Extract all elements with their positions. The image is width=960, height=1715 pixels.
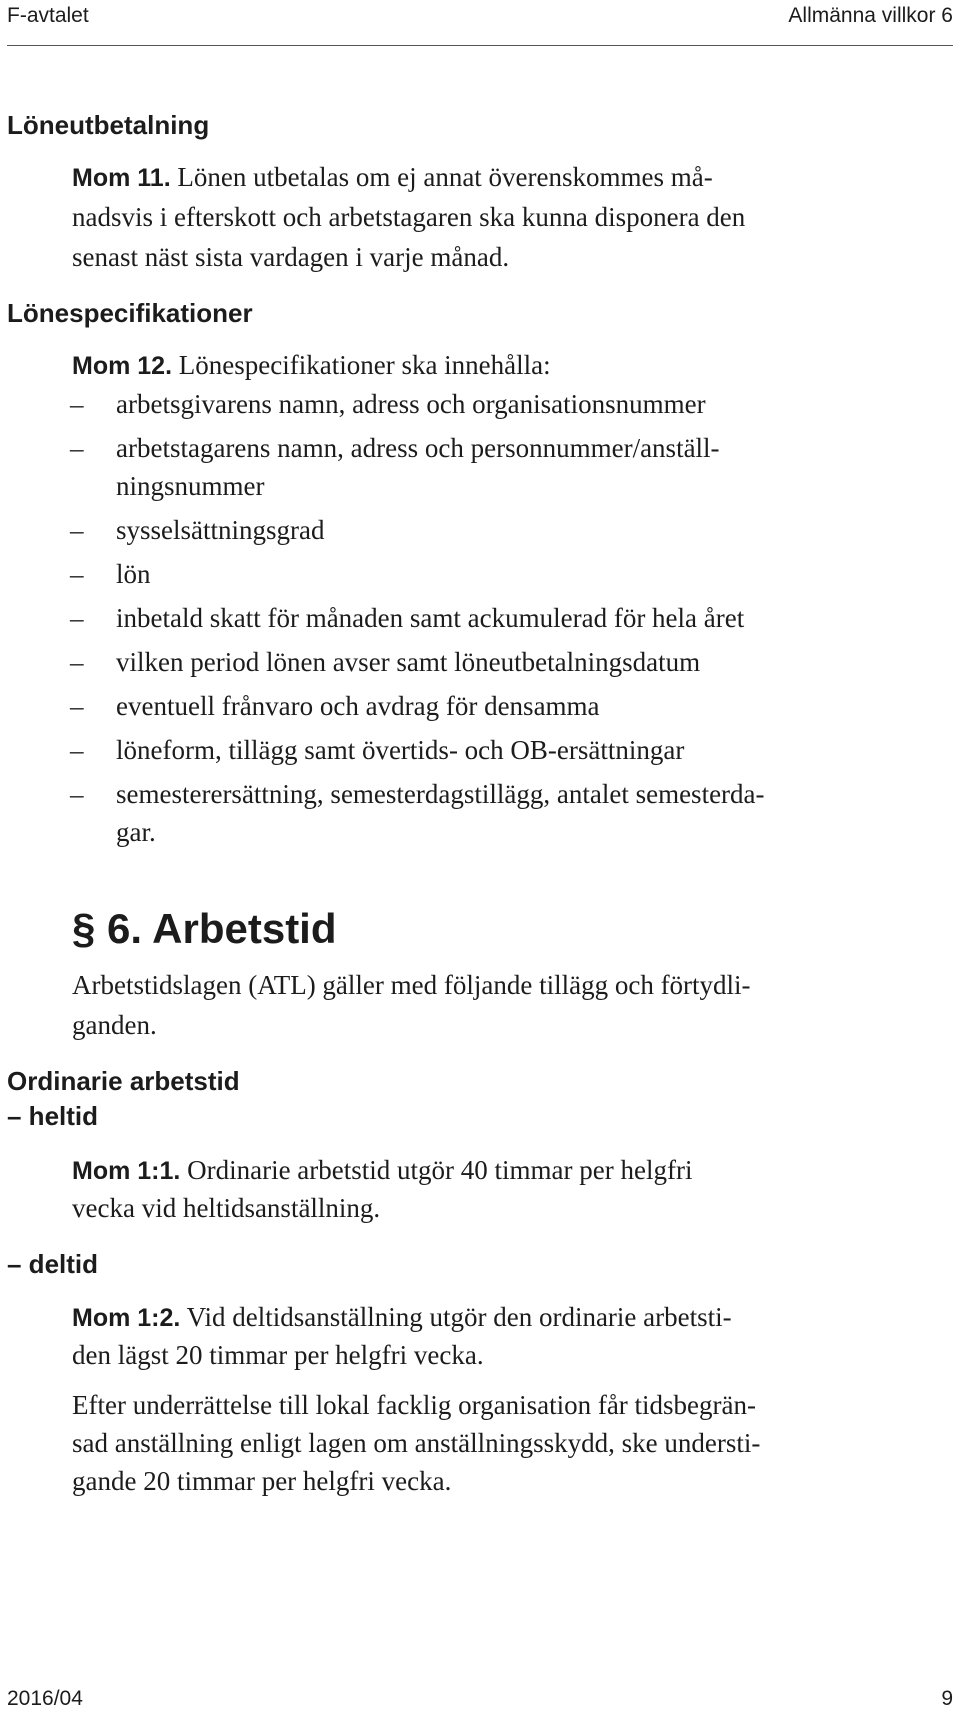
page-number: 9	[941, 1687, 953, 1710]
mom-12-label: Mom 12.	[72, 352, 173, 380]
mom-1-2-line-1: Mom 1:2. Vid deltidsanställning utgör den ordinarie arbetsti-	[72, 1302, 732, 1332]
deltid-para-line-2: sad anställning enligt lagen om anställningsskydd, ske understi-	[72, 1428, 761, 1458]
heading-heltid: – heltid	[7, 1101, 99, 1131]
list-dash: –	[70, 691, 84, 721]
list-dash: –	[70, 647, 84, 677]
heading-deltid: – deltid	[7, 1249, 99, 1279]
deltid-para-line-1: Efter underrättelse till lokal facklig organisation får tidsbegrän-	[72, 1390, 757, 1420]
mom-1-2-label: Mom 1:2.	[72, 1304, 181, 1332]
heading-lonespecifikationer: Lönespecifikationer	[7, 298, 253, 328]
footer-date: 2016/04	[7, 1687, 83, 1710]
list-dash: –	[70, 389, 84, 419]
lonespec-list: – arbetsgivarens namn, adress och organisationsnummer – arbetstagarens namn, adress och personnummer/anställ- ningsnummer – sysselsättningsgrad – lön – inbetald skatt för månaden samt ackumulerad för hela året – vilken period lönen avser samt löneutbetalningsdatum – eventuell frånvaro och avdrag för densamma – löneform, tillägg samt övertids- och OB-ersättningar – semesterersättning, semesterdagstillägg, antalet semesterda- gar.	[70, 389, 765, 847]
list-dash: –	[70, 515, 84, 545]
mom-1-1-label: Mom 1:1.	[72, 1157, 181, 1185]
heading-loneutbetalning: Löneutbetalning	[7, 110, 210, 140]
mom-1-1-line-2: vecka vid heltidsanställning.	[72, 1193, 381, 1223]
list-dash: –	[70, 433, 84, 463]
mom-1-1-line-1: Mom 1:1. Ordinarie arbetstid utgör 40 timmar per helgfri	[72, 1155, 693, 1185]
list-dash: –	[70, 779, 84, 809]
mom-12-intro: Lönespecifikationer ska innehålla:	[178, 350, 551, 380]
heading-ordinarie-arbetstid: Ordinarie arbetstid	[7, 1066, 240, 1096]
deltid-para-line-3: gande 20 timmar per helgfri vecka.	[72, 1466, 452, 1496]
header-doc-name: F-avtalet	[7, 4, 89, 27]
header-section: Allmänna villkor 6	[788, 4, 953, 27]
list-dash: –	[70, 559, 84, 589]
list-dash: –	[70, 735, 84, 765]
section-title-arbetstid: § 6. Arbetstid	[72, 905, 337, 952]
mom-11-label: Mom 11.	[72, 164, 171, 192]
mom-11-line-3: senast näst sista vardagen i varje månad.	[72, 242, 510, 272]
arbetstid-line-1: Arbetstidslagen (ATL) gäller med följande tillägg och förtydli-	[72, 970, 751, 1000]
arbetstid-line-2: ganden.	[72, 1010, 157, 1040]
mom-1-2-line-2: den lägst 20 timmar per helgfri vecka.	[72, 1340, 484, 1370]
mom-11-line-2: nadsvis i efterskott och arbetstagaren ska kunna disponera den	[72, 202, 746, 232]
mom-11-text: Lönen utbetalas om ej annat överenskommes må-	[177, 162, 713, 192]
list-dash: –	[70, 603, 84, 633]
